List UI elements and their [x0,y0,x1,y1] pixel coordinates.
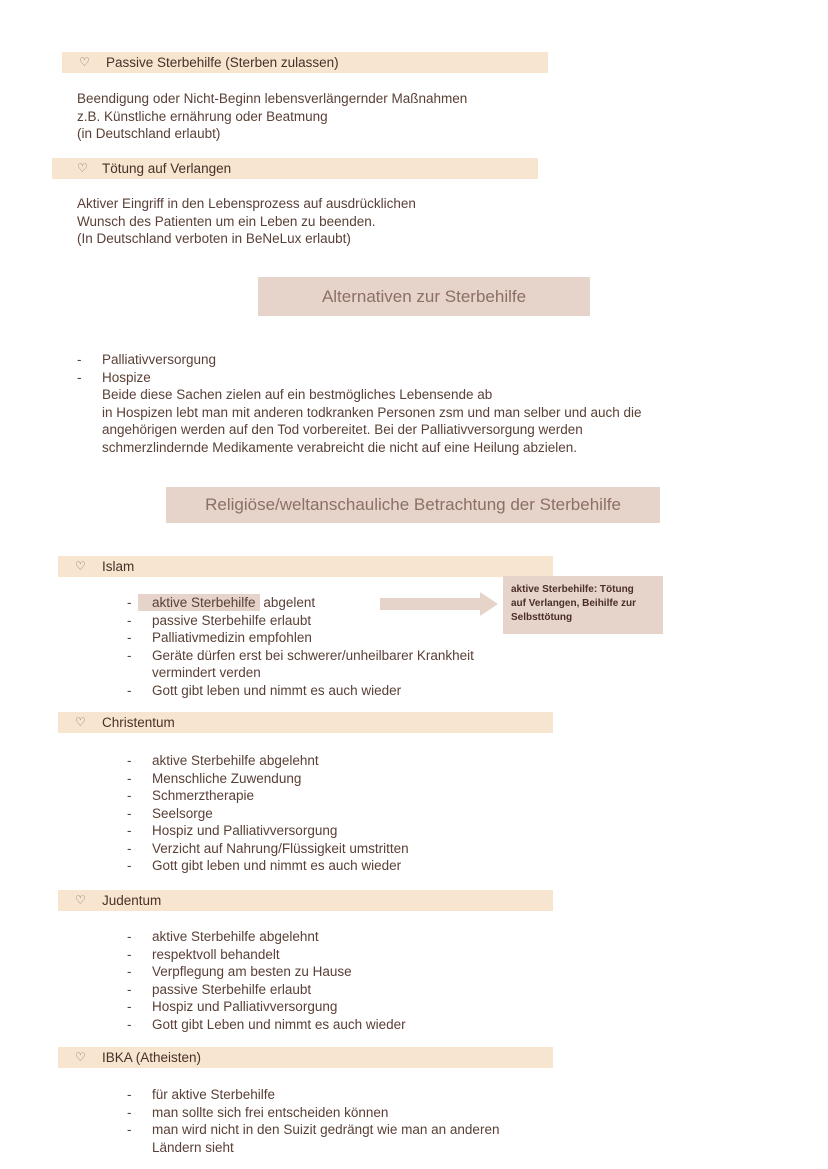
list-item: - Geräte dürfen erst bei schwerer/unheilbarer Krankheit [127,647,474,663]
list-item: - Gott gibt Leben und nimmt es auch wieder [127,1016,406,1032]
heart-outline-icon: ♡ [75,715,86,729]
heart-outline-icon: ♡ [75,1050,86,1064]
heading-bar-toetung [52,158,538,179]
list-item: - passive Sterbehilfe erlaubt [127,981,312,997]
heading-bar-christentum [58,712,553,733]
list-item: - Verpflegung am besten zu Hause [127,964,352,979]
list-item: - man wird nicht in den Suizit gedrängt wie man an anderen [127,1122,500,1137]
list-judentum [127,928,406,1033]
paragraph-passive [77,90,467,143]
text-line: in Hospizen lebt man mit anderen todkranken Personen zsm und man selber und auch die [102,404,642,420]
text-line: Aktiver Eingriff in den Lebensprozess auf ausdrücklichen [77,196,416,211]
heart-outline-icon: ♡ [77,161,88,175]
section-title-religion: Religiöse/weltanschauliche Betrachtung der Sterbehilfe [166,487,660,523]
list-item-continuation: vermindert verden [152,665,261,680]
note-line: auf Verlangen, Beihilfe zur [511,598,637,609]
list-item: - Palliativmedizin empfohlen [127,630,312,645]
list-item: - passive Sterbehilfe erlaubt [127,612,312,628]
paragraph-alternativen [102,386,642,456]
list-item: - für aktive Sterbehilfe [127,1087,276,1102]
note-line: aktive Sterbehilfe: Tötung [511,584,634,595]
list-item: - Schmerztherapie [127,788,255,803]
list-item: - Gott gibt leben und nimmt es auch wieder [127,858,402,873]
paragraph-toetung [77,195,416,248]
list-item: - Hospiz und Palliativversorgung [127,823,338,838]
list-alternativen [77,351,217,386]
heading-islam: Islam [102,559,135,574]
list-item-continuation: Ländern sieht [152,1139,234,1155]
heading-ibka: IBKA (Atheisten) [102,1050,202,1065]
list-item: - aktive Sterbehilfe abgelehnt [127,929,319,944]
heading-bar-passive [62,52,548,73]
text-line: schmerzlindernde Medikamente verabreicht die nicht auf eine Heilung abzielen. [102,439,578,455]
list-item: - respektvoll behandelt [127,946,280,962]
list-item: - Seelsorge [127,805,213,821]
list-item: - Gott gibt leben und nimmt es auch wieder [127,682,402,698]
list-item: - man sollte sich frei entscheiden können [127,1104,389,1120]
note-line: Selbsttötung [511,612,573,623]
list-item: - Hospize [77,369,151,385]
section-title-alternativen: Alternativen zur Sterbehilfe [258,277,590,316]
arrow-right-icon [380,592,500,616]
list-item: - aktive Sterbehilfe abgelehnt [127,753,319,768]
text-line: Beide diese Sachen zielen auf ein bestmögliches Lebensende ab [102,387,493,402]
heading-bar-ibka [58,1047,553,1068]
heart-outline-icon: ♡ [75,559,86,573]
text-line: Wunsch des Patienten um ein Leben zu beenden. [77,213,376,229]
list-item: - Hospiz und Palliativversorgung [127,999,338,1014]
list-ibka [127,1086,500,1156]
annotation-note [503,576,663,634]
text-line: angehörigen werden auf den Tod vorbereitet. Bei der Palliativversorgung werden [102,422,583,437]
list-item: - Palliativversorgung [77,352,217,367]
heart-outline-icon: ♡ [75,893,86,907]
heading-toetung: Tötung auf Verlangen [102,161,232,176]
heading-christentum: Christentum [102,715,175,730]
heading-judentum: Judentum [102,893,162,908]
text-line: (In Deutschland verboten in BeNeLux erlaubt) [77,231,351,246]
heart-outline-icon: ♡ [79,55,90,69]
text-line: Beendigung oder Nicht-Beginn lebensverlängernder Maßnahmen [77,91,468,106]
list-christentum [127,752,409,875]
list-item: - aktive Sterbehilfe abgelent [127,595,316,610]
list-item: - Verzicht auf Nahrung/Flüssigkeit umstritten [127,840,409,856]
highlight-marker: aktive Sterbehilfe [138,594,260,611]
heading-passive: Passive Sterbehilfe (Sterben zulassen) [106,55,339,70]
heading-bar-judentum [58,890,553,911]
list-item: - Menschliche Zuwendung [127,770,302,786]
heading-bar-islam [58,556,553,577]
text-line: (in Deutschland erlaubt) [77,126,221,141]
text-line: z.B. Künstliche ernährung oder Beatmung [77,108,328,124]
